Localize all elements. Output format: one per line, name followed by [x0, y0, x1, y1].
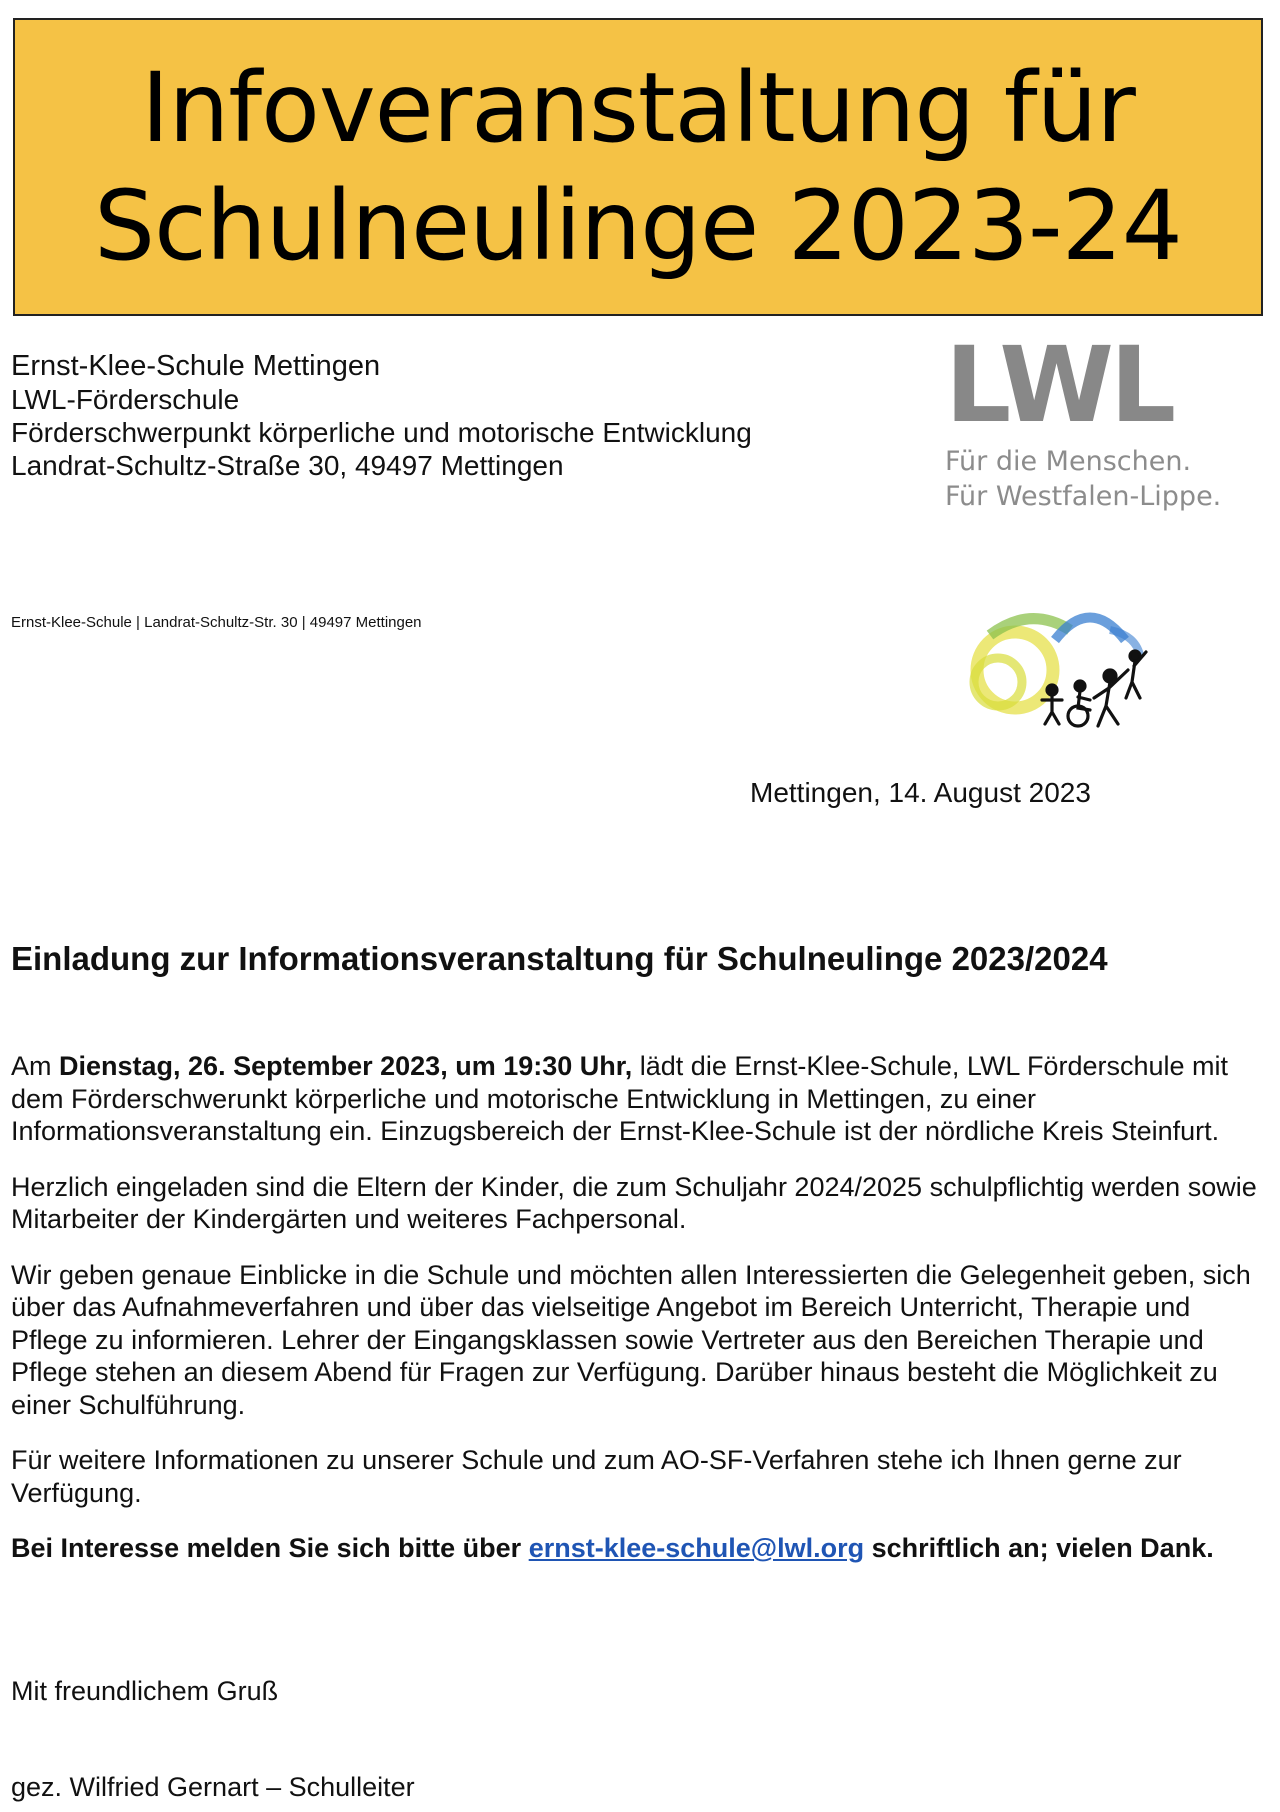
- school-type: LWL-Förderschule: [11, 384, 240, 415]
- letter-body: [11, 1050, 1261, 1588]
- signature: gez. Wilfried Gernart – Schulleiter: [11, 1772, 415, 1802]
- paragraph-event: [11, 1050, 1261, 1148]
- lwl-tagline-1: Für die Menschen.: [945, 446, 1192, 477]
- event-datetime: Dienstag, 26. September 2023, um 19:30 Uhr,: [59, 1051, 633, 1081]
- title-banner: [13, 18, 1263, 316]
- closing-greeting: Mit freundlichem Gruß: [11, 1676, 279, 1706]
- banner-title-line-1: Infoveranstaltung für: [141, 52, 1135, 164]
- paragraph-invitees: Herzlich eingeladen sind die Eltern der Kinder, die zum Schuljahr 2024/2025 schulpflichtig werden sowie Mitarbeiter der Kindergärten und weiteres Fachpersonal.: [11, 1171, 1257, 1234]
- p1-rest: lädt die Ernst-Klee-Schule, LWL Förderschule mit dem Förderschwerunkt körperliche und motorische Entwicklung in Mettingen, zu einer Informationsveranstaltung ein. Einzugsbereich der Ernst-Klee-Schule ist der nördliche Kreis Steinfurt.: [11, 1051, 1229, 1146]
- letter-subject: Einladung zur Informationsveranstaltung für Schulneulinge 2023/2024: [11, 940, 1108, 977]
- lwl-logo-mark: LWL: [945, 324, 1173, 446]
- paragraph-registration: [11, 1532, 1261, 1565]
- paragraph-contact: Für weitere Informationen zu unserer Schule und zum AO-SF-Verfahren stehe ich Ihnen gerne zur Verfügung.: [11, 1445, 1182, 1508]
- letter-date: Mettingen, 14. August 2023: [750, 777, 1091, 808]
- school-address: Landrat-Schultz-Straße 30, 49497 Mettingen: [11, 450, 564, 481]
- email-link[interactable]: ernst-klee-schule@lwl.org: [528, 1533, 865, 1563]
- school-focus: Förderschwerpunkt körperliche und motorische Entwicklung: [11, 417, 752, 448]
- p5-end: schriftlich an; vielen Dank.: [864, 1533, 1214, 1563]
- p1-intro: Am: [11, 1051, 60, 1081]
- return-address: Ernst-Klee-Schule | Landrat-Schultz-Str. 30 | 49497 Mettingen: [11, 614, 422, 631]
- school-logo-rings-figures-icon: [960, 600, 1160, 740]
- lwl-tagline-2: Für Westfalen-Lippe.: [945, 481, 1222, 512]
- sender-block: [11, 350, 752, 482]
- school-name: Ernst-Klee-Schule Mettingen: [11, 350, 381, 382]
- paragraph-details: Wir geben genaue Einblicke in die Schule und möchten allen Interessierten die Gelegenheit geben, sich über das Aufnahmeverfahren und über das vielseitige Angebot im Bereich Unterricht, Therapie und Pflege zu informieren. Lehrer der Eingangsklassen sowie Vertreter aus den Bereichen Therapie und Pflege stehen an diesem Abend für Fragen zur Verfügung. Darüber hinaus besteht die Möglichkeit zu einer Schulführung.: [11, 1259, 1251, 1420]
- banner-title-line-2: Schulneulinge 2023-24: [94, 170, 1182, 282]
- lwl-logo: [945, 324, 1222, 514]
- p5-intro: Bei Interesse melden Sie sich bitte über: [11, 1533, 529, 1563]
